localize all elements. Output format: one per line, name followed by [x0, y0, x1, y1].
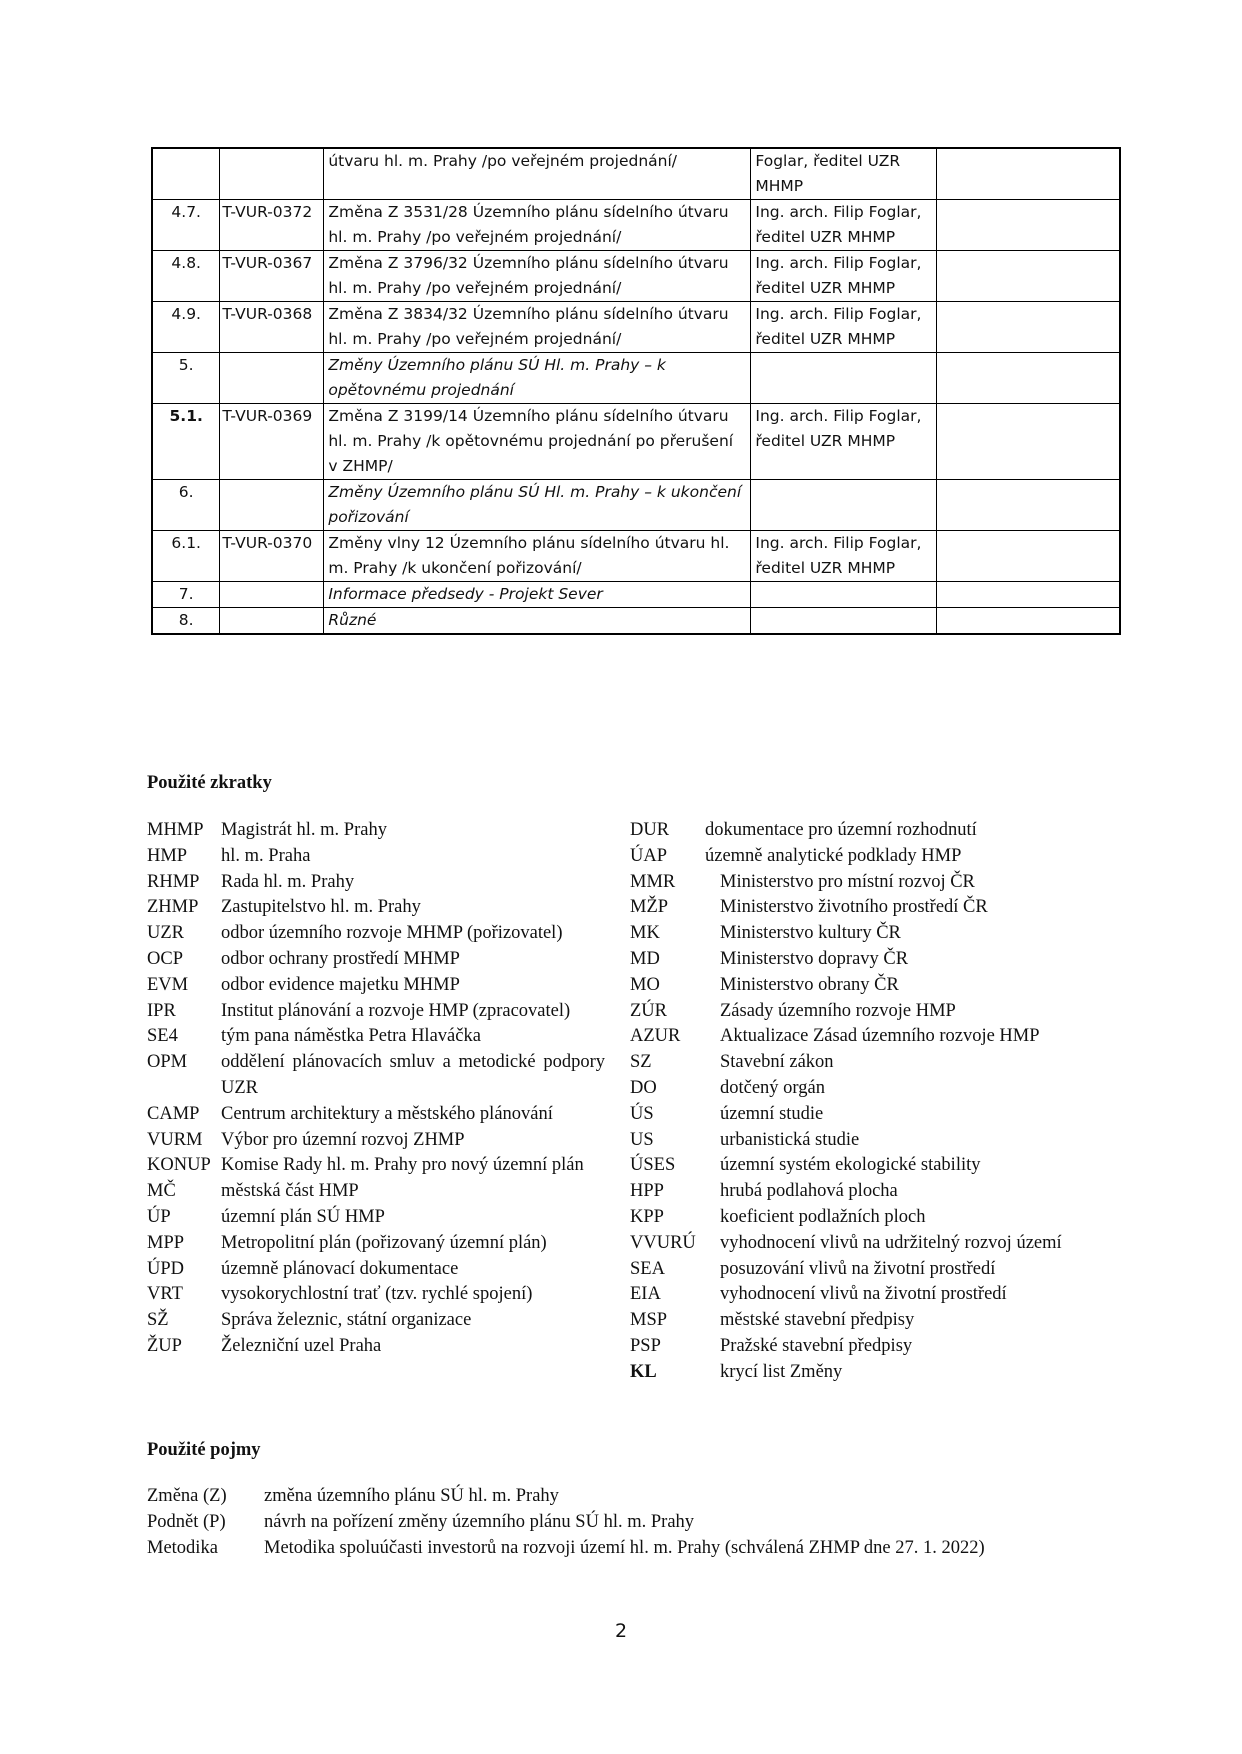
abbreviation-key: KPP — [630, 1206, 664, 1227]
abbreviation-key: SZ — [630, 1052, 652, 1073]
item-presenter-cell — [751, 480, 937, 531]
item-note-cell — [936, 353, 1120, 404]
abbreviations-heading: Použité zkratky — [147, 773, 272, 793]
item-presenter-cell: Ing. arch. Filip Foglar, ředitel UZR MHMP — [751, 531, 937, 582]
abbreviation-value: Metropolitní plán (pořizovaný územní plán) — [221, 1232, 547, 1253]
abbreviation-key: AZUR — [630, 1026, 681, 1047]
abbreviation-key: HPP — [630, 1181, 664, 1202]
item-presenter-cell — [751, 582, 937, 608]
abbreviation-key: MSP — [630, 1310, 668, 1331]
item-note-cell — [936, 302, 1120, 353]
abbreviation-item — [147, 1050, 605, 1102]
abbreviation-value: urbanistická studie — [720, 1129, 860, 1150]
item-note-cell — [936, 608, 1120, 635]
abbreviation-key: CAMP — [147, 1103, 200, 1124]
abbreviation-value: Stavební zákon — [720, 1052, 834, 1073]
abbreviation-value: vysokorychlostní trať (tzv. rychlé spojení) — [221, 1284, 533, 1305]
item-number-cell: 6. — [152, 480, 220, 531]
abbreviation-item — [147, 1128, 605, 1154]
abbreviation-item — [630, 1102, 1090, 1128]
item-presenter-cell: Ing. arch. Filip Foglar, ředitel UZR MHMP — [751, 302, 937, 353]
abbreviation-value: Zastupitelstvo hl. m. Prahy — [221, 897, 421, 918]
abbreviation-item — [630, 844, 1090, 870]
abbreviation-key: ZÚR — [630, 1000, 667, 1021]
term-value: návrh na pořízení změny územního plánu SÚ hl. m. Prahy — [264, 1511, 695, 1532]
item-description-cell: Změny vlny 12 Územního plánu sídelního útvaru hl. m. Prahy /k ukončení pořizování/ — [324, 531, 751, 582]
abbreviation-key: MČ — [147, 1181, 176, 1202]
abbreviation-item — [147, 844, 605, 870]
abbreviation-key: ÚSES — [630, 1155, 676, 1176]
abbreviation-item — [147, 1257, 605, 1283]
abbreviation-key: MO — [630, 974, 660, 995]
abbreviation-key: MK — [630, 923, 660, 944]
item-description-cell: Informace předsedy - Projekt Sever — [324, 582, 751, 608]
abbreviation-item — [147, 1205, 605, 1231]
term-value: Metodika spoluúčasti investorů na rozvoji území hl. m. Prahy (schválená ZHMP dne 27. 1. 2022) — [264, 1537, 985, 1558]
abbreviation-value: městská část HMP — [221, 1181, 359, 1202]
abbreviation-item — [147, 947, 605, 973]
abbreviation-key: ŽUP — [147, 1335, 182, 1356]
item-note-cell — [936, 200, 1120, 251]
abbreviation-item — [147, 921, 605, 947]
abbreviation-value: vyhodnocení vlivů na životní prostředí — [720, 1284, 1007, 1305]
item-description-cell: Změna Z 3796/32 Územního plánu sídelního útvaru hl. m. Prahy /po veřejném projednání/ — [324, 251, 751, 302]
item-number-cell: 5.1. — [152, 404, 220, 480]
abbreviation-key: MMR — [630, 871, 676, 892]
item-number-cell: 7. — [152, 582, 220, 608]
item-code-cell — [220, 582, 324, 608]
item-note-cell — [936, 531, 1120, 582]
item-number-cell — [152, 148, 220, 200]
abbreviation-item — [630, 973, 1090, 999]
abbreviation-item — [147, 870, 605, 896]
table-row — [152, 251, 1120, 302]
abbreviation-item — [630, 1153, 1090, 1179]
abbreviation-item — [147, 999, 605, 1025]
table-row — [152, 404, 1120, 480]
abbreviation-value: posuzování vlivů na životní prostředí — [720, 1258, 996, 1279]
abbreviation-value: územně plánovací dokumentace — [221, 1258, 459, 1279]
abbreviation-key: ÚP — [147, 1206, 171, 1227]
abbreviation-value: tým pana náměstka Petra Hlaváčka — [221, 1026, 481, 1047]
abbreviation-value: územní plán SÚ HMP — [221, 1206, 385, 1227]
abbreviation-item — [630, 1360, 1090, 1386]
item-number-cell: 4.9. — [152, 302, 220, 353]
abbreviation-value: oddělení plánovacích smluv a metodické podpory UZR — [221, 1052, 605, 1098]
abbreviation-key: DUR — [630, 820, 670, 840]
page-number: 2 — [614, 1620, 628, 1642]
abbreviation-value: územně analytické podklady HMP — [705, 845, 962, 866]
item-number-cell: 8. — [152, 608, 220, 635]
abbreviation-value: dotčený orgán — [720, 1077, 825, 1098]
item-note-cell — [936, 404, 1120, 480]
abbreviation-value: Aktualizace Zásad územního rozvoje HMP — [720, 1026, 1040, 1047]
abbreviation-item — [630, 1179, 1090, 1205]
item-number-cell: 6.1. — [152, 531, 220, 582]
abbreviation-item — [147, 1308, 605, 1334]
abbreviation-item — [147, 1231, 605, 1257]
abbreviation-item — [630, 1024, 1090, 1050]
item-number-cell: 5. — [152, 353, 220, 404]
item-number-cell: 4.8. — [152, 251, 220, 302]
item-code-cell: T-VUR-0372 — [220, 200, 324, 251]
abbreviation-value: Výbor pro územní rozvoj ZHMP — [221, 1129, 465, 1150]
table-row — [152, 480, 1120, 531]
abbreviations-right-column — [630, 818, 1090, 1386]
abbreviation-key: MŽP — [630, 897, 669, 918]
term-item — [147, 1510, 985, 1536]
item-number-cell: 4.7. — [152, 200, 220, 251]
abbreviation-key: OCP — [147, 948, 183, 969]
term-item — [147, 1536, 985, 1562]
abbreviation-item — [147, 1102, 605, 1128]
item-code-cell — [220, 353, 324, 404]
abbreviation-value: Správa železnic, státní organizace — [221, 1310, 472, 1331]
abbreviation-value: vyhodnocení vlivů na udržitelný rozvoj území — [720, 1232, 1062, 1253]
abbreviation-item — [147, 1334, 605, 1360]
item-code-cell: T-VUR-0369 — [220, 404, 324, 480]
term-value: změna územního plánu SÚ hl. m. Prahy — [264, 1486, 559, 1506]
abbreviation-key: IPR — [147, 1000, 176, 1021]
item-code-cell: T-VUR-0368 — [220, 302, 324, 353]
item-presenter-cell: Foglar, ředitel UZR MHMP — [751, 148, 937, 200]
abbreviation-value: koeficient podlažních ploch — [720, 1206, 926, 1227]
abbreviation-item — [630, 870, 1090, 896]
abbreviation-key: ÚS — [630, 1103, 654, 1124]
table-row — [152, 531, 1120, 582]
abbreviation-key: ZHMP — [147, 897, 199, 918]
abbreviations-left-column — [147, 818, 605, 1360]
terms-list — [147, 1484, 985, 1561]
abbreviation-item — [630, 818, 1090, 844]
abbreviation-value: Železniční uzel Praha — [221, 1335, 382, 1356]
term-key: Změna (Z) — [147, 1486, 227, 1506]
item-description-cell: Změna Z 3531/28 Územního plánu sídelního útvaru hl. m. Prahy /po veřejném projednání/ — [324, 200, 751, 251]
item-description-cell: útvaru hl. m. Prahy /po veřejném projednání/ — [324, 148, 751, 200]
abbreviation-value: hl. m. Praha — [221, 845, 311, 866]
abbreviation-value: Ministerstvo kultury ČR — [720, 923, 901, 944]
item-presenter-cell — [751, 353, 937, 404]
abbreviation-item — [630, 1308, 1090, 1334]
abbreviation-key: ÚPD — [147, 1258, 185, 1279]
item-note-cell — [936, 480, 1120, 531]
abbreviation-key: SE4 — [147, 1026, 178, 1047]
item-note-cell — [936, 582, 1120, 608]
abbreviation-value: Zásady územního rozvoje HMP — [720, 1000, 956, 1021]
table-row — [152, 302, 1120, 353]
abbreviation-item — [630, 1128, 1090, 1154]
abbreviation-key: PSP — [630, 1335, 661, 1356]
abbreviation-key: US — [630, 1129, 654, 1150]
abbreviation-value: Centrum architektury a městského plánování — [221, 1103, 553, 1124]
item-presenter-cell — [751, 608, 937, 635]
term-key: Podnět (P) — [147, 1511, 226, 1532]
table-row — [152, 200, 1120, 251]
abbreviation-value: Rada hl. m. Prahy — [221, 871, 355, 892]
abbreviation-item — [630, 1076, 1090, 1102]
abbreviation-item — [147, 895, 605, 921]
abbreviation-value: Ministerstvo obrany ČR — [720, 974, 899, 995]
item-presenter-cell: Ing. arch. Filip Foglar, ředitel UZR MHMP — [751, 200, 937, 251]
abbreviation-value: Magistrát hl. m. Prahy — [221, 820, 387, 840]
abbreviation-item — [630, 895, 1090, 921]
term-item — [147, 1484, 985, 1510]
abbreviation-item — [630, 1334, 1090, 1360]
abbreviation-key: HMP — [147, 845, 188, 866]
item-presenter-cell: Ing. arch. Filip Foglar, ředitel UZR MHMP — [751, 251, 937, 302]
abbreviation-key: OPM — [147, 1052, 188, 1073]
abbreviation-item — [630, 1050, 1090, 1076]
abbreviation-value: krycí list Změny — [720, 1361, 843, 1382]
abbreviation-value: územní studie — [720, 1103, 824, 1124]
abbreviation-item — [147, 1282, 605, 1308]
table-row — [152, 582, 1120, 608]
abbreviation-item — [147, 818, 605, 844]
table-row — [152, 148, 1120, 200]
item-code-cell — [220, 608, 324, 635]
item-description-cell: Změna Z 3199/14 Územního plánu sídelního útvaru hl. m. Prahy /k opětovnému projednání po přerušení v ZHMP/ — [324, 404, 751, 480]
abbreviation-value: Ministerstvo dopravy ČR — [720, 948, 909, 969]
abbreviation-key: EVM — [147, 974, 189, 995]
abbreviation-key: KL — [630, 1361, 657, 1382]
abbreviation-value: Institut plánování a rozvoje HMP (zpracovatel) — [221, 1000, 571, 1021]
abbreviation-key: VVURÚ — [630, 1232, 696, 1253]
abbreviation-value: Ministerstvo životního prostředí ČR — [720, 897, 988, 918]
abbreviation-value: Komise Rady hl. m. Prahy pro nový územní plán — [221, 1155, 584, 1176]
abbreviation-item — [630, 1231, 1090, 1257]
abbreviation-item — [147, 1024, 605, 1050]
abbreviation-value: odbor ochrany prostředí MHMP — [221, 948, 460, 969]
abbreviation-item — [630, 1282, 1090, 1308]
item-code-cell — [220, 148, 324, 200]
abbreviation-item — [630, 1257, 1090, 1283]
term-key: Metodika — [147, 1537, 218, 1558]
agenda-table — [151, 147, 1121, 635]
agenda-table-body — [152, 148, 1120, 634]
item-description-cell: Změny Územního plánu SÚ Hl. m. Prahy – k opětovnému projednání — [324, 353, 751, 404]
abbreviation-key: VRT — [147, 1284, 183, 1305]
item-code-cell — [220, 480, 324, 531]
abbreviation-key: DO — [630, 1077, 657, 1098]
table-row — [152, 353, 1120, 404]
item-code-cell: T-VUR-0367 — [220, 251, 324, 302]
abbreviation-key: VURM — [147, 1129, 203, 1150]
abbreviation-key: KONUP — [147, 1155, 211, 1176]
abbreviation-key: MPP — [147, 1232, 185, 1253]
abbreviation-value: hrubá podlahová plocha — [720, 1181, 898, 1202]
abbreviation-key: MD — [630, 948, 660, 969]
abbreviation-value: dokumentace pro územní rozhodnutí — [705, 820, 977, 840]
abbreviation-value: Ministerstvo pro místní rozvoj ČR — [720, 871, 975, 892]
item-code-cell: T-VUR-0370 — [220, 531, 324, 582]
abbreviation-value: odbor územního rozvoje MHMP (pořizovatel) — [221, 923, 563, 944]
abbreviation-key: ÚAP — [630, 845, 668, 866]
abbreviation-value: městské stavební předpisy — [720, 1310, 915, 1331]
abbreviation-value: územní systém ekologické stability — [720, 1155, 981, 1176]
item-note-cell — [936, 148, 1120, 200]
abbreviation-item — [630, 1205, 1090, 1231]
abbreviation-item — [630, 921, 1090, 947]
abbreviation-key: RHMP — [147, 871, 200, 892]
abbreviation-item — [147, 1153, 605, 1179]
abbreviation-value: odbor evidence majetku MHMP — [221, 974, 460, 995]
terms-heading: Použité pojmy — [147, 1440, 261, 1460]
abbreviation-item — [630, 947, 1090, 973]
item-description-cell: Různé — [324, 608, 751, 635]
abbreviation-item — [147, 1179, 605, 1205]
abbreviation-value: Pražské stavební předpisy — [720, 1335, 913, 1356]
table-row — [152, 608, 1120, 635]
item-presenter-cell: Ing. arch. Filip Foglar, ředitel UZR MHMP — [751, 404, 937, 480]
abbreviation-key: SŽ — [147, 1310, 169, 1331]
abbreviation-key: EIA — [630, 1284, 661, 1305]
item-note-cell — [936, 251, 1120, 302]
abbreviation-key: MHMP — [147, 820, 204, 840]
abbreviation-item — [630, 999, 1090, 1025]
item-description-cell: Změna Z 3834/32 Územního plánu sídelního útvaru hl. m. Prahy /po veřejném projednání/ — [324, 302, 751, 353]
item-description-cell: Změny Územního plánu SÚ Hl. m. Prahy – k ukončení pořizování — [324, 480, 751, 531]
abbreviation-key: UZR — [147, 923, 184, 944]
abbreviation-item — [147, 973, 605, 999]
abbreviation-key: SEA — [630, 1258, 665, 1279]
